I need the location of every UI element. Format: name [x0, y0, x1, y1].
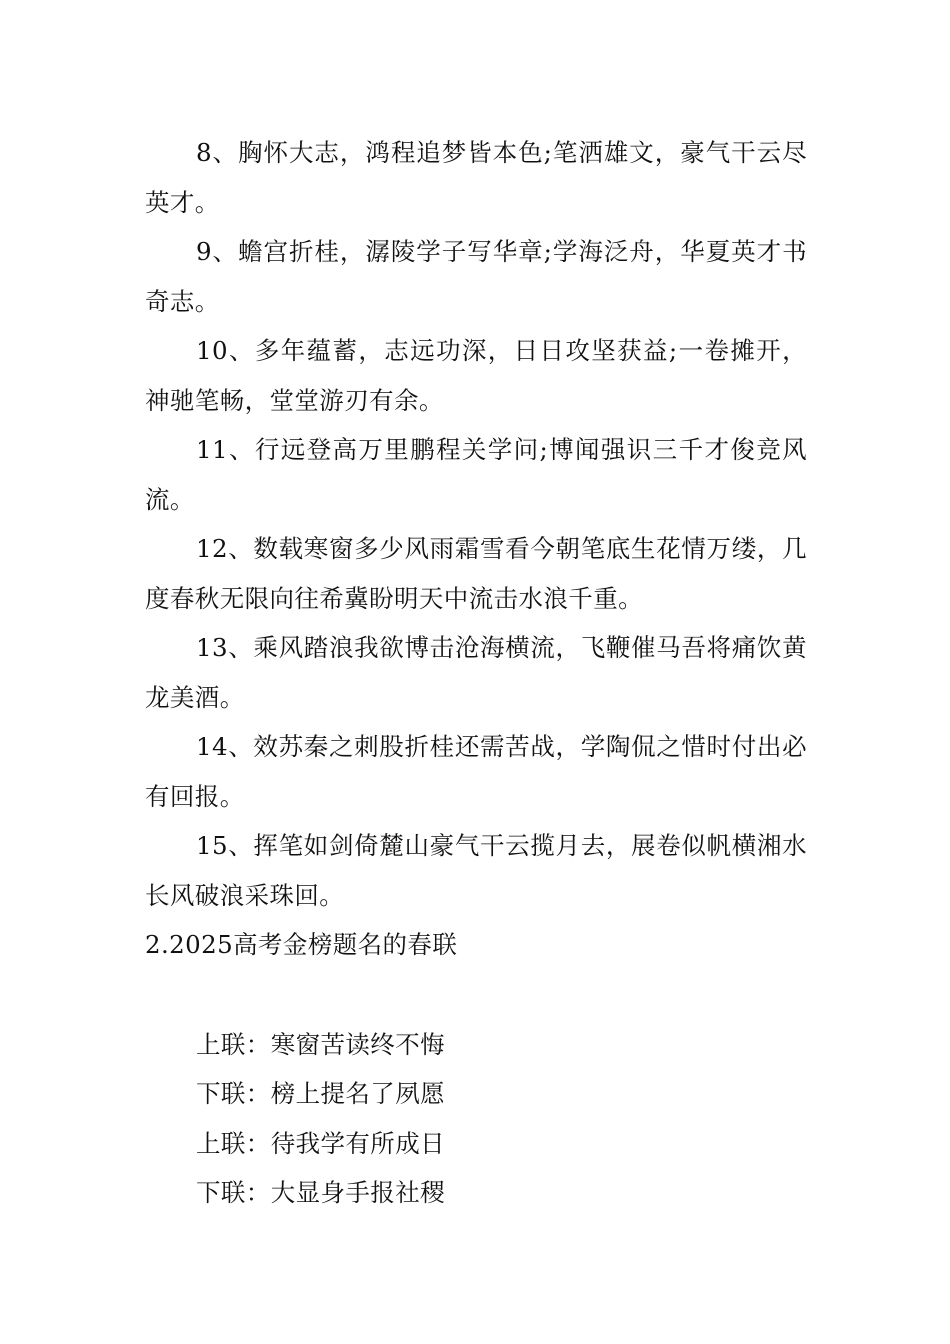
couplet-line-lower-2: 下联：大显身手报社稷 [196, 1178, 445, 1207]
couplet-item-15: 15、挥笔如剑倚麓山豪气干云揽月去，展卷似帆横湘水长风破浪采珠回。 [145, 831, 807, 910]
couplet-line-upper-2: 上联：待我学有所成日 [196, 1128, 445, 1158]
section-spacer [145, 970, 807, 1020]
couplet-item-12: 12、数载寒窗多少风雨霜雪看今朝笔底生花情万缕，几度春秋无限向往希冀盼明天中流击水浪千重。 [145, 534, 807, 613]
couplet-item-9: 9、蟾宫折桂，潺陵学子写华章;学海泛舟，华夏英才书奇志。 [145, 237, 807, 316]
couplet-item-10: 10、多年蕴蓄，志远功深，日日攻坚获益;一卷摊开，神驰笔畅，堂堂游刃有余。 [145, 336, 807, 415]
couplet-item-14: 14、效苏秦之刺股折桂还需苦战，学陶侃之惜时付出必有回报。 [145, 732, 807, 811]
couplet-item-11: 11、行远登高万里鹏程关学问;博闻强识三千才俊竞风流。 [145, 435, 807, 514]
couplet-item-8: 8、胸怀大志，鸿程追梦皆本色;笔洒雄文，豪气干云尽英才。 [145, 138, 807, 217]
couplet-line-upper-1: 上联：寒窗苦读终不悔 [196, 1029, 445, 1059]
document-content [145, 128, 807, 1218]
couplet-line-lower-1: 下联：榜上提名了夙愿 [196, 1079, 445, 1108]
section-heading: 2.2025高考金榜题名的春联 [145, 930, 458, 959]
couplet-item-13: 13、乘风踏浪我欲博击沧海横流，飞鞭催马吾将痛饮黄龙美酒。 [145, 633, 807, 712]
